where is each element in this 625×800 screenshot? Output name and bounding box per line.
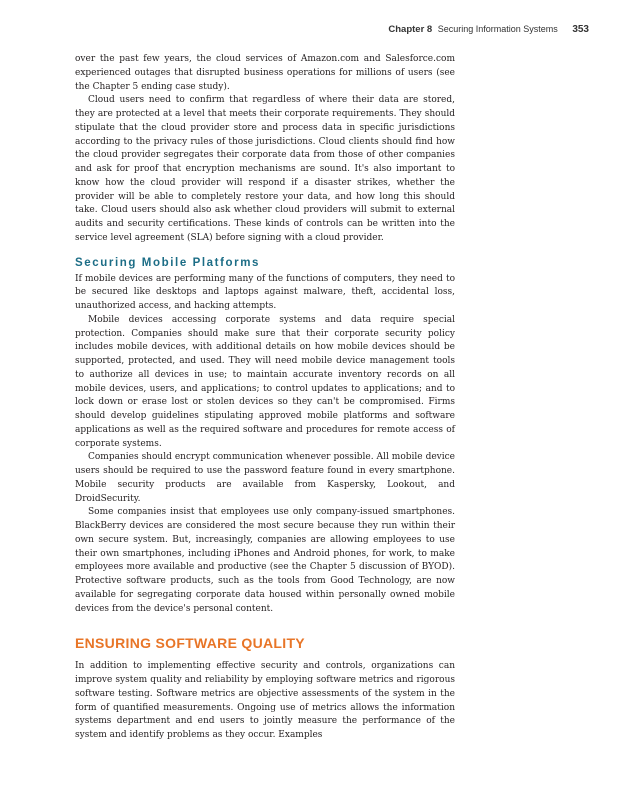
page-number: 353 <box>572 24 589 35</box>
paragraph: over the past few years, the cloud services of Amazon.com and Salesforce.com experienced outages that disrupted business operations for millions of users (see the Chapter 5 ending case study). <box>75 54 455 92</box>
running-header <box>388 24 589 35</box>
paragraph: Companies should encrypt communication whenever possible. All mobile device users should be required to use the password feature found in every smartphone. Mobile security products are available from Kaspersky, Lookout, and DroidSecurity. <box>75 452 455 504</box>
paragraph: In addition to implementing effective security and controls, organizations can improve system quality and reliability by employing software metrics and rigorous software testing. Software metrics are objective assessments of the system in the form of quantified measurements. Ongoing use of metrics allows the information systems department and end users to jointly measure the performance of the system and identify problems as they occur. Examples <box>75 661 455 740</box>
section-heading-software-quality: ENSURING SOFTWARE QUALITY <box>75 635 305 652</box>
paragraph: Some companies insist that employees use only company-issued smartphones. BlackBerry devices are considered the most secure because they run within their own secure system. But, increasingly, companies are allowing employees to use their own smartphones, including iPhones and Android phones, for work, to make employees more available and productive (see the Chapter 5 discussion of BYOD). Protective software products, such as the tools from Good Technology, are now available for segregating corporate data housed within personally owned mobile devices from the device's personal content. <box>75 507 455 614</box>
body-text <box>75 53 455 743</box>
paragraph: If mobile devices are performing many of the functions of computers, they need to be secured like desktops and laptops against malware, theft, accidental loss, unauthorized access, and hacking attempts. <box>75 273 455 311</box>
chapter-label: Chapter 8 <box>388 24 433 35</box>
paragraph: Mobile devices accessing corporate systems and data require special protection. Companies should make sure that their corporate security policy includes mobile devices, with additional details on how mobile devices should be supported, protected, and used. They will need mobile device management tools to authorize all devices in use; to maintain accurate inventory records on all mobile devices, users, and applications; to control updates to applications; and to lock down or erase lost or stolen devices so they can't be compromised. Firms should develop guidelines stipulating approved mobile platforms and software applications as well as the required software and procedures for remote access of corporate systems. <box>75 314 455 449</box>
section-heading-mobile: Securing Mobile Platforms <box>75 256 261 269</box>
chapter-title: Securing Information Systems <box>437 24 558 34</box>
paragraph: Cloud users need to confirm that regardless of where their data are stored, they are protected at a level that meets their corporate requirements. They should stipulate that the cloud provider store and process data in specific jurisdictions according to the privacy rules of those jurisdictions. Cloud clients should find how the cloud provider segregates their corporate data from those of other companies and ask for proof that encryption mechanisms are sound. It's also important to know how the cloud provider will respond if a disaster strikes, whether the provider will be able to completely restore your data, and how long this should take. Cloud users should also ask whether cloud providers will submit to external audits and security certifications. These kinds of controls can be written into the service level agreement (SLA) before signing with a cloud provider. <box>75 95 455 243</box>
